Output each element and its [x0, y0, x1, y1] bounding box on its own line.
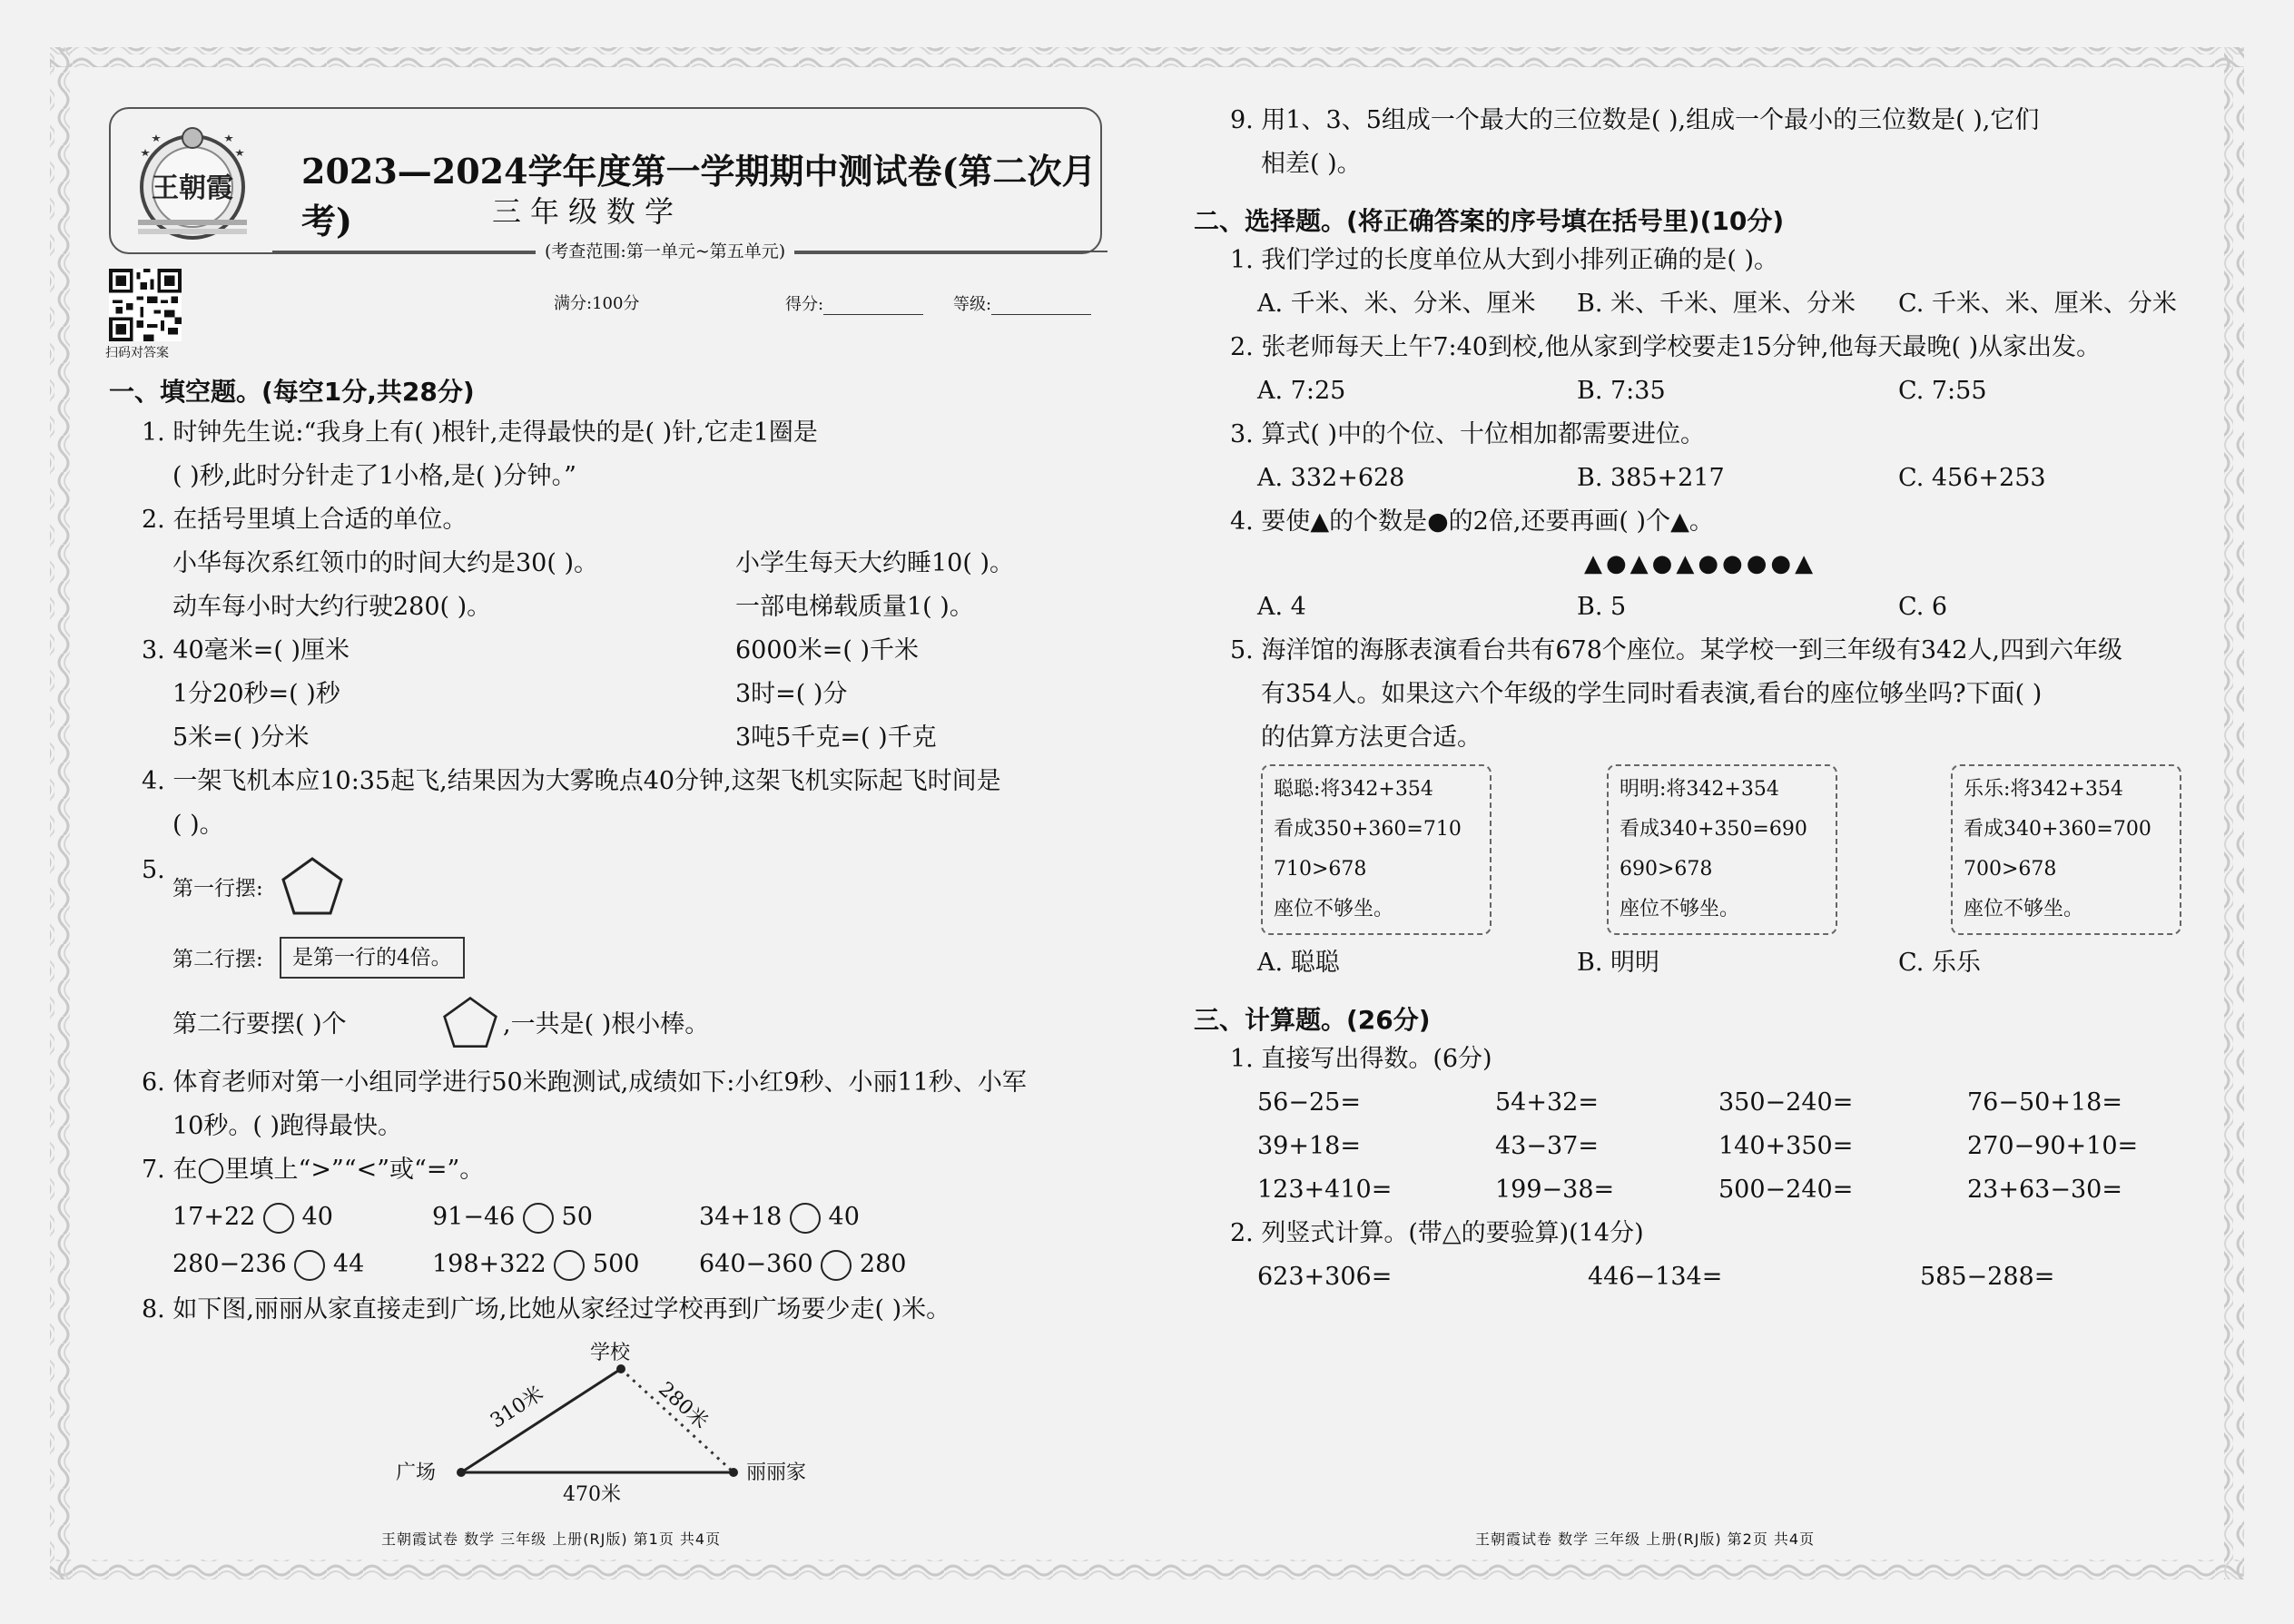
section-2-title: 二、选择题。(将正确答案的序号填在括号里)(10分)	[1194, 206, 1785, 236]
q3a: 3. 40毫米=( )厘米	[142, 636, 350, 664]
q7-item: 34+18 40	[699, 1202, 860, 1234]
compare-circle[interactable]	[554, 1250, 585, 1281]
map-distance-2: 280米	[654, 1377, 713, 1434]
q2d: 一部电梯载质量1( )。	[735, 593, 974, 621]
c5-option-b: B. 明明	[1577, 949, 1660, 977]
c3-option-b: B. 385+217	[1577, 464, 1725, 492]
map-distance-1: 310米	[487, 1382, 548, 1433]
q6-line2: 10秒。( )跑得最快。	[172, 1112, 403, 1140]
c2-option-b: B. 7:35	[1577, 377, 1666, 405]
k1-item: 123+410=	[1257, 1176, 1393, 1204]
c1-option-b: B. 米、千米、厘米、分米	[1577, 290, 1856, 318]
c4-option-a: A. 4	[1257, 593, 1306, 621]
k1-item: 76−50+18=	[1967, 1088, 2122, 1117]
c4-option-b: B. 5	[1577, 593, 1627, 621]
box-line: 乐乐:将342+354	[1964, 778, 2123, 801]
map-distance-3: 470米	[563, 1483, 621, 1506]
q5-row2-label: 第二行摆:	[172, 948, 263, 971]
q5-question-part2: ,一共是( )根小棒。	[503, 1010, 710, 1038]
c2-option-a: A. 7:25	[1257, 377, 1346, 405]
estimate-box-congcong	[1261, 764, 1492, 935]
k2-item: 623+306=	[1257, 1263, 1393, 1291]
k1-item: 39+18=	[1257, 1132, 1361, 1160]
exam-title: 2023—2024学年度第一学期期中测试卷(第二次月考)	[301, 151, 1097, 241]
box-line: 座位不够坐。	[1274, 898, 1394, 920]
q3e: 5米=( )分米	[172, 723, 310, 752]
k1-item: 500−240=	[1718, 1176, 1854, 1204]
square-point	[457, 1468, 466, 1477]
box-line: 700>678	[1964, 858, 2057, 881]
map-home-label: 丽丽家	[746, 1462, 807, 1484]
box-line: 看成340+360=700	[1964, 818, 2151, 841]
q7-item: 198+322 500	[432, 1249, 639, 1281]
q1-line2: ( )秒,此时分针走了1小格,是( )分钟。”	[172, 462, 576, 490]
estimate-box-lele	[1951, 764, 2181, 935]
k2-item: 446−134=	[1588, 1263, 1723, 1291]
c2-question: 2. 张老师每天上午7:40到校,他从家到学校要走15分钟,他每天最晚( )从家出发。	[1230, 333, 2102, 361]
k1-item: 23+63−30=	[1967, 1176, 2122, 1204]
q3b: 6000米=( )千米	[735, 636, 919, 664]
exam-subtitle: 三年级数学	[492, 194, 684, 229]
k1-item: 56−25=	[1257, 1088, 1361, 1117]
box-line: 座位不够坐。	[1964, 898, 2084, 920]
q2c: 动车每小时大约行驶280( )。	[172, 593, 492, 621]
q3c: 1分20秒=( )秒	[172, 680, 340, 708]
c5-option-a: A. 聪聪	[1257, 949, 1340, 977]
q2b: 小学生每天大约睡10( )。	[735, 549, 1015, 577]
page-footer-right: 王朝霞试卷 数学 三年级 上册(RJ版) 第2页 共4页	[1475, 1530, 1816, 1548]
map-school-label: 学校	[590, 1342, 631, 1364]
q5-question-part1: 第二行要摆( )个	[172, 1010, 347, 1038]
c3-question: 3. 算式( )中的个位、十位相加都需要进位。	[1230, 420, 1705, 448]
compare-circle[interactable]	[790, 1203, 821, 1234]
c3-option-a: A. 332+628	[1257, 464, 1405, 492]
q9-line2: 相差( )。	[1261, 150, 1362, 178]
c2-option-c: C. 7:55	[1898, 377, 1987, 405]
k1-item: 54+32=	[1495, 1088, 1599, 1117]
k2-title: 2. 列竖式计算。(带△的要验算)(14分)	[1230, 1219, 1644, 1247]
c1-option-c: C. 千米、米、厘米、分米	[1898, 290, 2177, 318]
box-line: 710>678	[1274, 858, 1367, 881]
q7-item: 640−360 280	[699, 1249, 906, 1281]
c4-shapes: ▲●▲●▲●●●●▲	[1584, 550, 1817, 577]
compare-circle[interactable]	[294, 1250, 325, 1281]
q5-row1-label: 第一行摆:	[172, 877, 263, 901]
q4-line1: 4. 一架飞机本应10:35起飞,结果因为大雾晚点40分钟,这架飞机实际起飞时间是	[142, 767, 1001, 795]
q8-text: 8. 如下图,丽丽从家直接走到广场,比她从家经过学校再到广场要少走( )米。	[142, 1295, 951, 1324]
compare-circle[interactable]	[821, 1250, 852, 1281]
q3d: 3时=( )分	[735, 680, 848, 708]
home-point	[729, 1468, 738, 1477]
c4-option-c: C. 6	[1898, 593, 1948, 621]
c5-line3: 的估算方法更合适。	[1261, 723, 1482, 752]
c1-question: 1. 我们学过的长度单位从大到小排列正确的是( )。	[1230, 246, 1778, 274]
box-line: 明明:将342+354	[1620, 778, 1779, 801]
compare-circle[interactable]	[263, 1203, 294, 1234]
box-line: 看成340+350=690	[1620, 818, 1807, 841]
header-box	[109, 107, 1102, 254]
q5-box: 是第一行的4倍。	[280, 937, 465, 979]
exam-scope: (考查范围:第一单元~第五单元)	[536, 238, 794, 262]
q7-item: 17+22 40	[172, 1202, 333, 1234]
left-page	[105, 0, 1108, 1624]
q5-number: 5.	[142, 856, 165, 884]
full-score: 满分:100分	[554, 294, 640, 313]
k1-title: 1. 直接写出得数。(6分)	[1230, 1045, 1492, 1073]
estimate-box-mingming	[1607, 764, 1837, 935]
k1-item: 140+350=	[1718, 1132, 1854, 1160]
q9-line1: 9. 用1、3、5组成一个最大的三位数是( ),组成一个最小的三位数是( ),它们	[1230, 106, 2040, 134]
q2-title: 2. 在括号里填上合适的单位。	[142, 506, 468, 534]
qr-caption: 扫码对答案	[105, 346, 169, 360]
compare-circle[interactable]	[523, 1203, 554, 1234]
score-field[interactable]	[823, 294, 923, 315]
right-page	[1194, 0, 2192, 1624]
score-label: 得分:	[785, 294, 923, 315]
q2a: 小华每次系红领巾的时间大约是30( )。	[172, 549, 599, 577]
q3f: 3吨5千克=( )千克	[735, 723, 937, 752]
grade-label: 等级:	[953, 294, 1091, 315]
pentagon-icon	[280, 855, 345, 919]
page-footer-left: 王朝霞试卷 数学 三年级 上册(RJ版) 第1页 共4页	[381, 1530, 722, 1548]
c5-line2: 有354人。如果这六个年级的学生同时看表演,看台的座位够坐吗?下面( )	[1261, 680, 2043, 708]
box-line: 聪聪:将342+354	[1274, 778, 1433, 801]
q7-title: 7. 在◯里填上“>”“<”或“=”。	[142, 1156, 485, 1184]
section-1-title: 一、填空题。(每空1分,共28分)	[109, 377, 475, 407]
k1-item: 350−240=	[1718, 1088, 1854, 1117]
c5-option-c: C. 乐乐	[1898, 949, 1981, 977]
map-square-label: 广场	[396, 1462, 437, 1484]
q4-line2: ( )。	[172, 811, 224, 839]
wang-zhaoxia-logo	[129, 120, 256, 247]
box-line: 690>678	[1620, 858, 1713, 881]
q6-line1: 6. 体育老师对第一小组同学进行50米跑测试,成绩如下:小红9秒、小丽11秒、小军	[142, 1068, 1027, 1097]
q7-item: 280−236 44	[172, 1249, 364, 1281]
q7-item: 91−46 50	[432, 1202, 593, 1234]
k1-item: 43−37=	[1495, 1132, 1599, 1160]
k1-item: 199−38=	[1495, 1176, 1615, 1204]
box-line: 座位不够坐。	[1620, 898, 1740, 920]
logo-text: 王朝霞	[152, 172, 233, 204]
c5-line1: 5. 海洋馆的海豚表演看台共有678个座位。某学校一到三年级有342人,四到六年级	[1230, 636, 2122, 664]
k1-item: 270−90+10=	[1967, 1132, 2139, 1160]
qr-code-icon	[109, 269, 182, 341]
k2-item: 585−288=	[1920, 1263, 2055, 1291]
q1-line1: 1. 时钟先生说:“我身上有( )根针,走得最快的是( )针,它走1圈是	[142, 418, 818, 447]
box-line: 看成350+360=710	[1274, 818, 1462, 841]
section-3-title: 三、计算题。(26分)	[1194, 1005, 1431, 1035]
c4-question: 4. 要使▲的个数是●的2倍,还要再画( )个▲。	[1230, 507, 1714, 536]
c1-option-a: A. 千米、米、分米、厘米	[1257, 290, 1536, 318]
grade-field[interactable]	[991, 294, 1091, 315]
c3-option-c: C. 456+253	[1898, 464, 2046, 492]
pentagon-icon	[441, 995, 499, 1051]
